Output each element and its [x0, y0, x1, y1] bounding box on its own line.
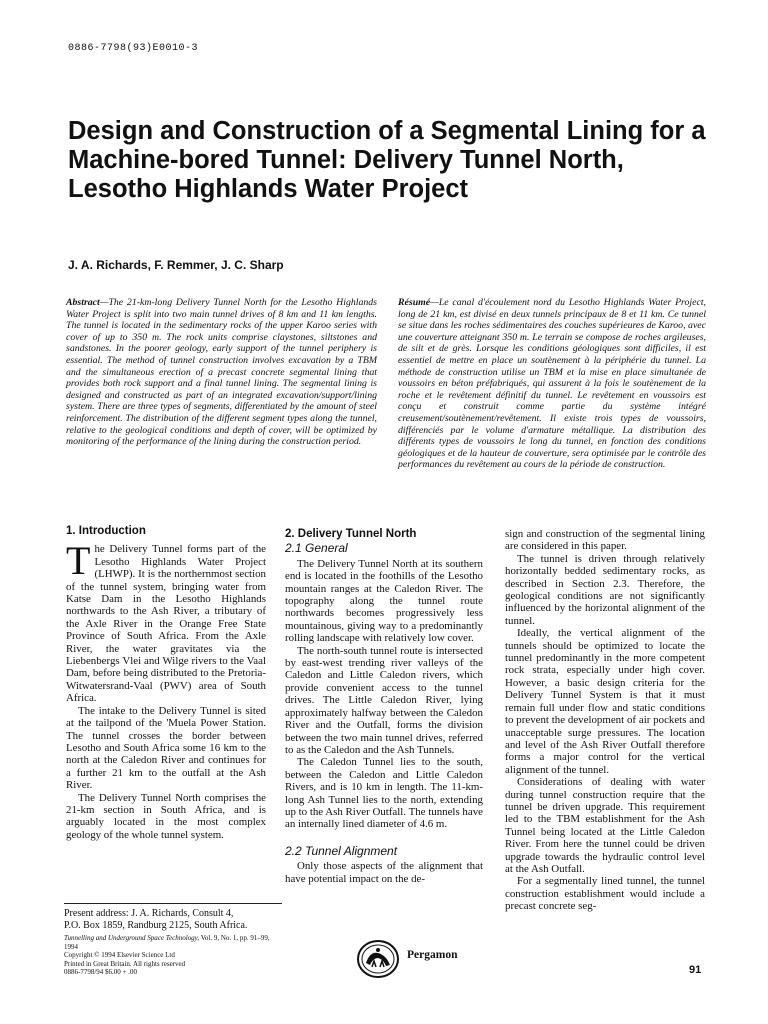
subsection-2-1-heading: 2.1 General [285, 541, 348, 556]
column-3-paragraph: The tunnel is driven through relatively horizontally bedded sedimentary rocks, as described in Section 2.3. Therefore, the geological conditions are not significantly influenced by the horizontal alignment of the tunnel. [505, 552, 705, 627]
section-2-paragraph: The north-south tunnel route is intersected by east-west trending river valleys of the Caledon and Little Caledon rivers, which provide convenient access to the tunnel drives. The Little Caledon River, lying approximately halfway between the Caledon River and the Outfall, forms the division between the two main tunnel drives, referred to as the Caledon and the Ash Tunnels. [285, 644, 483, 756]
abstract-label: Abstract [66, 297, 100, 308]
document-code: 0886-7798(93)E0010-3 [68, 43, 199, 54]
section-1-paragraph: The intake to the Delivery Tunnel is sited at the tailpond of the 'Muela Power Station. The tunnel crosses the border between Lesotho and South Africa some 16 km to the north at the Caledon River and continues for a further 21 km to the outfall at the Ash River. [66, 704, 266, 792]
section-1-text: he Delivery Tunnel forms part of the Lesotho Highlands Water Project (LHWP). It is the northernmost section of the tunnel system, bringing water from Katse Dam in the Lesotho Highlands northwards to the Ash River, a tributary of the Axle River in the Orange Free State Province of South Africa. From the Axle River, the water gravitates via the Liebenbergs Vlei and Wilge rivers to the Vaal Dam, before being distributed to the Pretoria-Witwatersrand-Vaal (PWV) area of South Africa. [66, 543, 266, 705]
drop-cap: T [66, 538, 91, 584]
section-2-paragraph: Only those aspects of the alignment that have potential impact on the de- [285, 860, 483, 885]
issn: 0886-7798/94 $6.00 + .00 [64, 968, 137, 976]
section-2-heading: 2. Delivery Tunnel North [285, 528, 417, 540]
section-1-paragraph [66, 538, 266, 705]
authors: J. A. Richards, F. Remmer, J. C. Sharp [68, 258, 284, 272]
journal-name: Tunnelling and Underground Space Technology, [64, 934, 200, 942]
publisher-name: Pergamon [407, 949, 458, 961]
present-address-line: P.O. Box 1859, Randburg 2125, South Africa. [64, 920, 248, 931]
column-2 [285, 528, 483, 885]
journal-citation [64, 934, 274, 951]
resume-label: Résumé [398, 297, 431, 308]
section-1-heading: 1. Introduction [66, 525, 146, 537]
paper-title: Design and Construction of a Segmental Lining for a Machine-bored Tunnel: Delivery Tunnel North, Lesotho Highlands Water Project [68, 117, 706, 203]
column-3-paragraph: Ideally, the vertical alignment of the tunnels should be optimized to locate the tunnel predominantly in the more competent rock strata, especially under high cover. However, a basic design criteria for the Delivery Tunnel System is that it must remain full under flow and static conditions to prevent the development of air pockets and unacceptable surge pressures. The location and level of the Ash River Outfall therefore forms a major control for the vertical alignment of the tunnel. [505, 627, 705, 776]
resume [398, 297, 706, 471]
column-3-paragraph: Considerations of dealing with water during tunnel construction require that the tunnel be driven upgrade. This requirement led to the TBM establishment for the Ash Tunnel being located at the Little Caledon River. From here the tunnel could be driven upgrade towards the hydraulic control level at the Ash Outfall. [505, 776, 705, 875]
abstract-text: —The 21-km-long Delivery Tunnel North for the Lesotho Highlands Water Project is split into two main tunnel drives of 8 km and 11 km lengths. The tunnel is located in the sedimentary rocks of the upper Karoo series with cover of up to 350 m. The rock units comprise claystones, siltstones and sandstones. In the poorer geology, early support of the tunnel periphery is essential. The method of tunnel construction involves excavation by a TBM and the simultaneous erection of a precast concrete segmental lining that provides both rock support and a final tunnel lining. The segmental lining is designed and constructed as part of an integrated excavation/support/lining system. There are three types of segments, differentiated by the amount of steel reinforcement. The distribution of the different segment types along the tunnel, relative to the geological conditions and depth of cover, will be optimized by monitoring of the performance of the lining during the construction period. [66, 297, 377, 448]
copyright: Copyright © 1994 Elsevier Science Ltd [64, 951, 175, 959]
abstract [66, 297, 377, 448]
present-address [64, 908, 284, 932]
pergamon-logo-icon [356, 939, 400, 984]
section-2-paragraph: The Delivery Tunnel North at its southern end is located in the foothills of the Lesotho mountain ranges at the Caledon River. The topography along the tunnel route northwards becomes progressively less mountainous, giving way to a predominantly rolling landscape with relatively low cover. [285, 557, 483, 645]
present-address-line: Present address: J. A. Richards, Consult 4, [64, 908, 234, 919]
column-3-paragraph: For a segmentally lined tunnel, the tunnel construction establishment would include a precast concrete seg- [505, 875, 705, 913]
page-number: 91 [689, 964, 702, 976]
journal-info [64, 934, 274, 977]
resume-text: —Le canal d'écoulement nord du Lesotho Highlands Water Project, long de 21 km, est divisé en deux tunnels principaux de 8 et 11 km. Ce tunnel se situe dans les roches sédimentaires des couches supérieures de Karoo, avec une couverture atteignant 350 m. Le terrain se compose de roches argileuses, de silt et de grès. Lorsque les conditions géologiques sont difficiles, il est essentiel de mettre en place un soutènement à la périphérie du tunnel. La méthode de construction utilise un TBM et la mise en place simultanée de voussoirs en béton préfabriqués, qui assurent à la fois le soutènement de la roche et le revêtement définitif du tunnel. Le revêtement en voussoirs est conçu et construit comme partie du système intégré creusement/soutènement/revêtement. Il existe trois types de voussoirs, différenciés par le volume d'armature métallique. La distribution des différents types de voussoirs le long du tunnel, en fonction des conditions géologiques et de la hauteur de couverture, sera optimisée par le contrôle des performances du revêtement au cours de la période de construction. [398, 297, 706, 471]
footnote-rule [64, 903, 282, 904]
subsection-2-2-heading: 2.2 Tunnel Alignment [285, 843, 398, 858]
journal-reference: Vol. 9, No. 1, pp. 91–99, 1994 [64, 934, 270, 951]
printed-note: Printed in Great Britain. All rights reserved [64, 959, 186, 968]
section-1-paragraph: The Delivery Tunnel North comprises the 21-km section in South Africa, and is arguably located in the most complex geology of the whole tunnel system. [66, 791, 266, 841]
section-2-paragraph: The Caledon Tunnel lies to the south, between the Caledon and Little Caledon Rivers, and is 10 km in length. The 11-km-long Ash Tunnel lies to the north, extending up to the Ash River Outfall. The tunnels have an internally lined diameter of 4.6 m. [285, 756, 483, 831]
column-3 [505, 528, 705, 913]
column-3-paragraph: sign and construction of the segmental lining are considered in this paper. [505, 528, 705, 553]
column-1 [66, 525, 266, 841]
